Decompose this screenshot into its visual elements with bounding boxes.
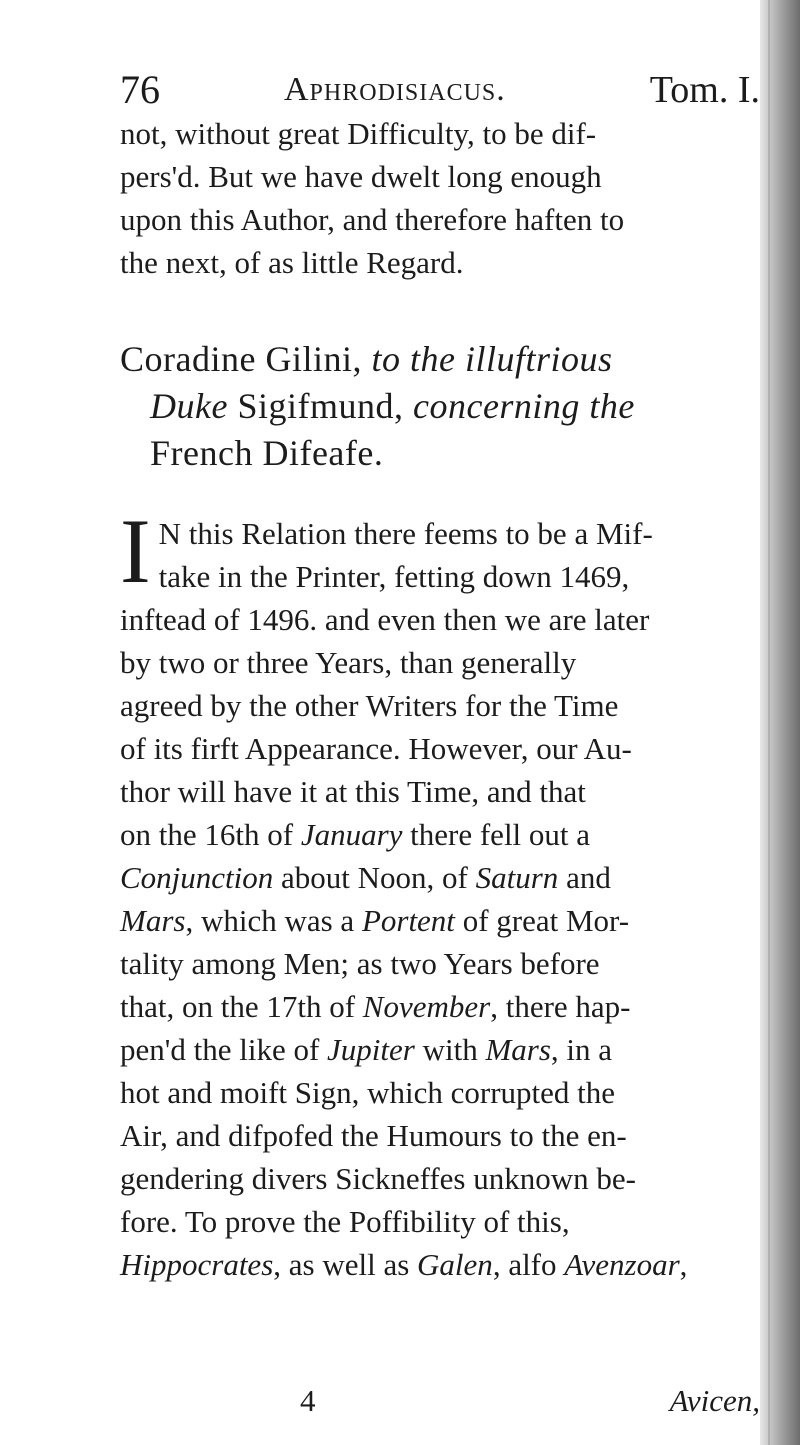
text-line [120,1028,760,1071]
signature-mark: 4 [300,1383,316,1418]
text-line [120,813,760,856]
text-run: there fell out a [402,817,591,852]
title-line-3: French Difeafe. [150,433,384,473]
drop-cap: I [120,500,151,602]
italic-run: Mars [120,903,186,938]
italic-run: Mars [485,1032,551,1067]
italic-run: November [362,989,491,1024]
running-head: Aphrodisiacus. [284,71,506,108]
title-name: Sigifmund, [227,386,413,426]
italic-run: Portent [361,903,455,938]
text-line: Air, and difpofed the Humours to the en- [120,1118,627,1153]
title-author: Coradine Gilini, [120,339,372,379]
text-line [120,856,760,899]
text-line [120,985,760,1028]
text-line: of its firft Appearance. However, our Au- [120,731,632,766]
text-run: , there hap- [490,989,631,1024]
text-line: N this Relation there feems to be a Mif- [158,516,653,551]
page-number: 76 [120,67,160,112]
page-footer [120,1378,760,1423]
italic-run: Conjunction [120,860,274,895]
text-line: by two or three Years, than generally [120,645,577,680]
italic-run: January [300,817,403,852]
italic-run: Saturn [475,860,559,895]
text-line: the next, of as little Regard. [120,245,464,280]
text-run: , in a [550,1032,613,1067]
text-line: hot and moift Sign, which corrupted the [120,1075,616,1110]
text-run: pen'd the like of [120,1032,328,1067]
volume-label: Tom. I. [649,69,760,111]
page-header [120,65,760,115]
text-line: not, without great Difficulty, to be dif- [120,116,597,151]
text-run: on the 16th of [120,817,301,852]
body-paragraph [120,500,760,1286]
text-line: upon this Author, and therefore haften to [120,202,625,237]
title-dedication: to the illuftrious [371,339,613,379]
title-line-2 [120,383,760,430]
text-run: that, on the 17th of [120,989,363,1024]
italic-run: Avenzoar [564,1247,680,1282]
title-concerning: concerning the [412,386,635,426]
binding-edge [760,0,800,1445]
text-line [120,1243,760,1286]
catchword: Avicen, [669,1383,760,1418]
text-run: about Noon, of [273,860,476,895]
italic-run: Galen [417,1247,493,1282]
text-line [120,899,760,942]
text-run: , [679,1247,688,1282]
opening-paragraph [120,112,760,284]
text-run: with [414,1032,486,1067]
text-line: tality among Men; as two Years before [120,946,600,981]
title-line-1 [120,336,760,383]
italic-run: Jupiter [327,1032,415,1067]
text-line: inftead of 1496. and even then we are later [120,602,650,637]
text-line: take in the Printer, fetting down 1469, [158,559,630,594]
text-run: , which was a [185,903,362,938]
text-line: fore. To prove the Poffibility of this, [120,1204,570,1239]
text-run: , as well as [273,1247,418,1282]
italic-run: Hippocrates [120,1247,274,1282]
text-line: agreed by the other Writers for the Time [120,688,619,723]
text-run: and [558,860,611,895]
section-title [120,336,760,477]
text-line: gendering divers Sickneffes unknown be- [120,1161,636,1196]
title-duke: Duke [150,386,228,426]
text-run: of great Mor- [454,903,630,938]
text-line: thor will have it at this Time, and that [120,774,586,809]
text-run: , alfo [492,1247,565,1282]
text-line: pers'd. But we have dwelt long enough [120,159,602,194]
